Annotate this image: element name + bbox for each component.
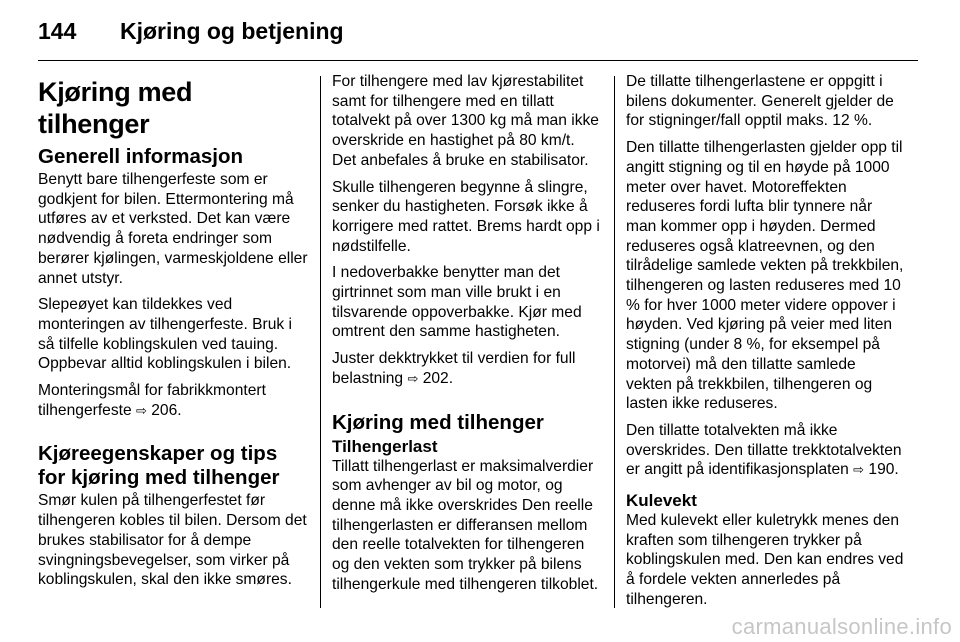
heading-trailer-load: Tilhengerlast (332, 436, 438, 456)
page-header (38, 18, 918, 50)
heading-ball-weight: Kulevekt (626, 491, 697, 511)
paragraph: Skulle tilhengeren begynne å slingre, senker du hastigheten. Forsøk ikke å korrigere med rattet. Brems hardt opp i nødstilfelle. (332, 178, 600, 255)
paragraph: I nedoverbakke benytter man det girtrinnet som man ville brukt i en tilsvarende oppoverbakke. Kjør med omtrent den samme hastigheten. (332, 264, 582, 341)
page-ref-link[interactable]: 206. (151, 401, 182, 419)
paragraph (38, 381, 308, 420)
watermark: carmanualsonline.info (731, 614, 952, 639)
column-divider (614, 76, 615, 608)
paragraph: Tillatt tilhengerlast er maksimalverdier som avhenger av bil og motor, og denne må ikke overskrides Den reelle tilhengerlasten er differansen mellom den reelle totalvekten for tilhengeren og den vekten som trykker på bilens tilhengerkule med tilhengeren tilkoblet. (332, 457, 599, 593)
heading-section: Kjøring med tilhenger (332, 410, 544, 434)
page-ref-link[interactable]: 202. (422, 369, 454, 387)
header-rule (38, 60, 918, 61)
paragraph-text: Den tillatte totalvekten må ikke overskrides. Den tillatte trekktotalvekten er angitt på identifikasjonsplaten (626, 421, 902, 479)
paragraph: Smør kulen på tilhengerfestet før tilhengeren kobles til bilen. Dersom det brukes stabilisator for å dempe svingningsbevegelser, som virker på koblingskulen, skal den ikke smøres. (38, 492, 307, 589)
paragraph (626, 421, 904, 480)
column-left (38, 72, 308, 590)
page-ref-arrow-icon: ⇨ (135, 402, 147, 418)
paragraph: Den tillatte tilhengerlasten gjelder opp til angitt stigning og til en høyde på 1000 meter over havet. Motoreffekten reduseres fordi lufta blir tynnere når man kommer opp i høyden. Dermed reduseres også klatreevnen, og den tilrådelige samlede vekten på trekkbilen, tilhengeren og lasten reduseres med 10 % for hver 1000 meter videre oppover i høyden. Ved kjøring på veier med liten stigning (under 8 %, for eksempel på motorvei) må den tillatte samlede vekten på trekkbilen, tilhengeren og lasten ikke reduseres. (626, 139, 904, 413)
column-right (626, 72, 904, 610)
page-ref-arrow-icon: ⇨ (407, 370, 419, 386)
paragraph: Med kulevekt eller kuletrykk menes den kraften som tilhengeren trykker på koblingskulen med. Den kan endres ved å fordele vekten annerledes på tilhengeren. (626, 512, 904, 608)
column-divider (320, 76, 321, 608)
page-number: 144 (38, 18, 77, 44)
column-middle (332, 72, 602, 594)
paragraph: De tillatte tilhengerlastene er oppgitt i bilens dokumenter. Generelt gjelder de for stigninger/fall opptil maks. 12 %. (626, 73, 894, 130)
heading-general-info: Generell informasjon (38, 145, 244, 168)
page-ref-arrow-icon: ⇨ (853, 462, 865, 478)
paragraph: For tilhengere med lav kjørestabilitet samt for tilhengere med en tillatt totalvekt på over 1300 kg må man ikke overskride en hastighet på 80 km/t. Det anbefales å bruke en stabilisator. (332, 73, 599, 169)
running-head: Kjøring og betjening (120, 18, 344, 44)
paragraph: Slepeøyet kan tildekkes ved monteringen av tilhengerfeste. Bruk i så tilfelle koblingskulen ved tauing. Oppbevar alltid koblingskulen i bilen. (38, 296, 292, 373)
page-ref-link[interactable]: 190. (868, 461, 899, 479)
paragraph: Benytt bare tilhengerfeste som er godkjent for bilen. Ettermontering må utføres av et verksted. Det kan være nødvendig å foreta endringer som berører kjølingen, varmeskjoldene eller annet utstyr. (38, 171, 308, 287)
paragraph (332, 349, 602, 388)
section-title: Kjøring med tilhenger (38, 77, 193, 139)
paragraph-text: Juster dekktrykket til verdien for full belastning (332, 350, 576, 387)
heading-driving-tips: Kjøreegenskaper og tips for kjøring med tilhenger (38, 442, 280, 490)
paragraph-text: Monteringsmål for fabrikkmontert tilhengerfeste (38, 382, 266, 419)
